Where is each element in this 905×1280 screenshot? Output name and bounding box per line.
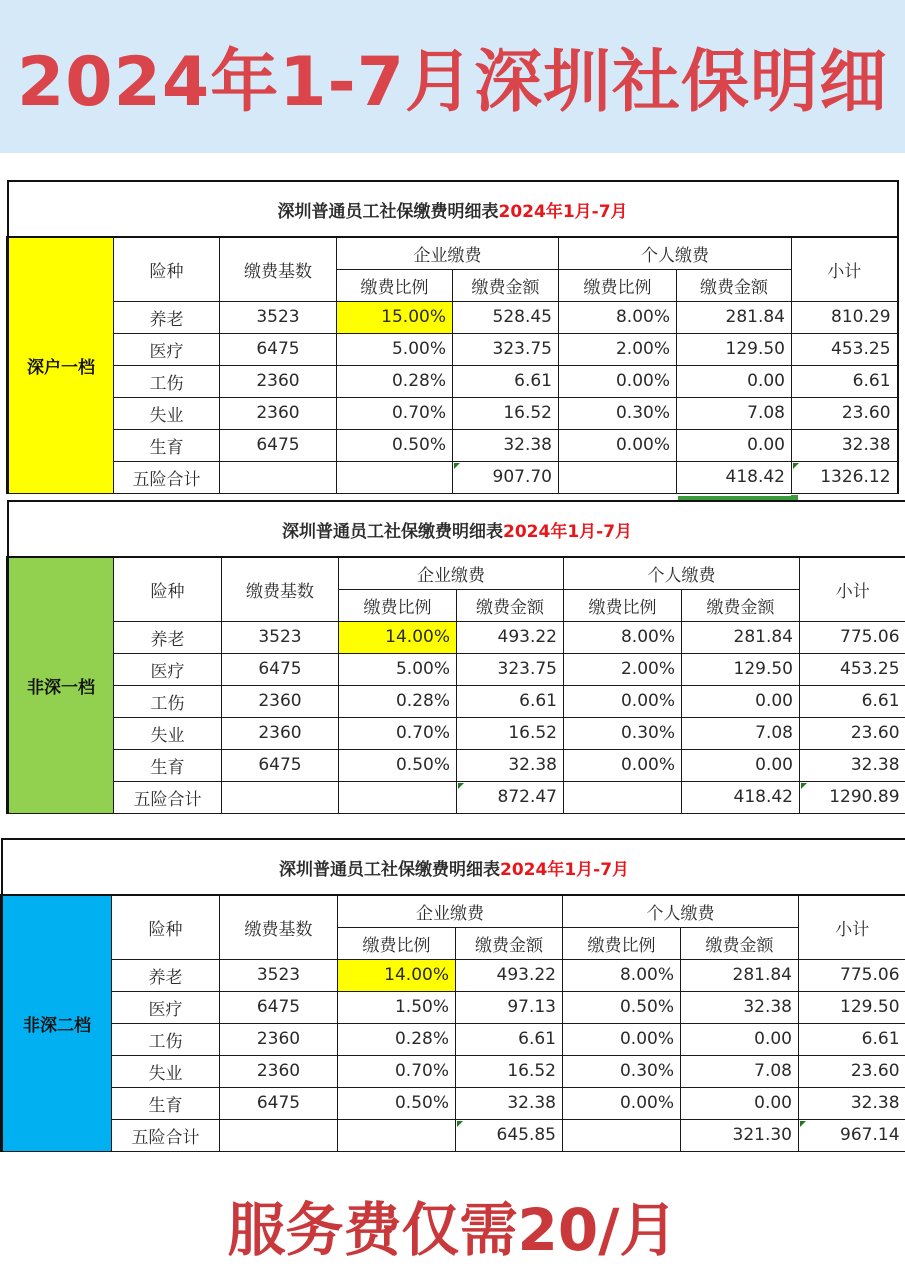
cell-company-rate[interactable]: 0.70% [338, 1055, 456, 1087]
category-label: 非深一档 [8, 557, 114, 813]
cell-subtotal[interactable]: 32.38 [799, 1087, 905, 1119]
header-personal-rate: 缴费比例 [559, 269, 677, 301]
cell-company-rate[interactable]: 14.00% [338, 959, 456, 991]
cell-company-rate[interactable]: 0.28% [337, 365, 453, 397]
total-subtotal[interactable]: 1290.89 [800, 781, 905, 813]
cell-company-rate[interactable]: 14.00% [339, 621, 457, 653]
table-title-text: 深圳普通员工社保缴费明细表 [279, 859, 500, 880]
table-row [2, 959, 905, 991]
cell-personal-amount[interactable]: 0.00 [682, 685, 800, 717]
cell-company-amount[interactable]: 16.52 [453, 397, 559, 429]
table-title-text: 深圳普通员工社保缴费明细表 [282, 521, 503, 542]
cell-company-rate[interactable]: 0.50% [339, 749, 457, 781]
cell-type[interactable]: 失业 [114, 717, 222, 749]
cell-empty[interactable] [559, 461, 677, 493]
cell-company-amount[interactable]: 32.38 [453, 429, 559, 461]
cell-base[interactable]: 2360 [222, 685, 339, 717]
header-subtotal: 小计 [800, 557, 905, 621]
table-row [8, 333, 898, 365]
cell-empty[interactable] [337, 461, 453, 493]
cell-type[interactable]: 工伤 [114, 685, 222, 717]
table-row [2, 1055, 905, 1087]
header-company-amount: 缴费金额 [457, 589, 564, 621]
table-row [8, 717, 905, 749]
cell-base[interactable]: 6475 [220, 429, 337, 461]
header-personal-amount: 缴费金额 [682, 589, 800, 621]
cell-personal-rate[interactable]: 0.30% [563, 1055, 681, 1087]
cell-base[interactable]: 2360 [220, 397, 337, 429]
total-label[interactable]: 五险合计 [112, 1119, 220, 1151]
cell-base[interactable]: 2360 [220, 365, 337, 397]
cell-company-amount[interactable]: 323.75 [453, 333, 559, 365]
cell-company-amount[interactable]: 16.52 [457, 717, 564, 749]
cell-personal-amount[interactable]: 281.84 [677, 301, 792, 333]
table-title-period: 2024年1月-7月 [498, 201, 628, 222]
cell-personal-amount[interactable]: 0.00 [677, 429, 792, 461]
cell-personal-rate[interactable]: 0.00% [559, 365, 677, 397]
cell-base[interactable]: 6475 [220, 991, 338, 1023]
header-company: 企业缴费 [337, 237, 559, 269]
cell-personal-rate[interactable]: 0.00% [564, 749, 682, 781]
cell-base[interactable]: 6475 [220, 1087, 338, 1119]
cell-subtotal[interactable]: 32.38 [792, 429, 898, 461]
cell-subtotal[interactable]: 6.61 [800, 685, 905, 717]
header-personal-amount: 缴费金额 [677, 269, 792, 301]
cell-personal-rate[interactable]: 0.50% [563, 991, 681, 1023]
header-personal: 个人缴费 [563, 895, 799, 927]
cell-personal-amount[interactable]: 0.00 [681, 1023, 799, 1055]
cell-personal-rate[interactable]: 0.00% [559, 429, 677, 461]
header-company-amount: 缴费金额 [453, 269, 559, 301]
cell-base[interactable]: 6475 [220, 333, 337, 365]
header-company: 企业缴费 [339, 557, 564, 589]
table-row [8, 365, 898, 397]
total-company-amount[interactable]: 872.47 [457, 781, 564, 813]
header-subtotal: 小计 [799, 895, 905, 959]
table-row [8, 301, 898, 333]
cell-personal-rate[interactable]: 0.00% [563, 1087, 681, 1119]
cell-subtotal[interactable]: 775.06 [799, 959, 905, 991]
cell-type[interactable]: 养老 [114, 621, 222, 653]
cell-company-rate[interactable]: 15.00% [337, 301, 453, 333]
cell-type[interactable]: 失业 [112, 1055, 220, 1087]
cell-empty[interactable] [339, 781, 457, 813]
total-row [2, 1119, 905, 1151]
table-tier-2 [6, 500, 905, 814]
cell-empty[interactable] [222, 781, 339, 813]
table-row [2, 991, 905, 1023]
cell-type[interactable]: 失业 [114, 397, 220, 429]
total-label[interactable]: 五险合计 [114, 781, 222, 813]
cell-personal-rate[interactable]: 2.00% [559, 333, 677, 365]
table-title-period: 2024年1月-7月 [500, 859, 630, 880]
cell-base[interactable]: 6475 [222, 749, 339, 781]
cell-company-rate[interactable]: 0.28% [339, 685, 457, 717]
header-personal: 个人缴费 [559, 237, 792, 269]
cell-company-rate[interactable]: 5.00% [337, 333, 453, 365]
header-company: 企业缴费 [338, 895, 563, 927]
cell-personal-rate[interactable]: 0.00% [564, 685, 682, 717]
table-row [8, 749, 905, 781]
header-insurance-type: 险种 [114, 557, 222, 621]
cell-company-rate[interactable]: 5.00% [339, 653, 457, 685]
header-insurance-type: 险种 [112, 895, 220, 959]
cell-subtotal[interactable]: 6.61 [799, 1023, 905, 1055]
total-subtotal[interactable]: 1326.12 [792, 461, 898, 493]
cell-company-amount[interactable]: 493.22 [456, 959, 563, 991]
cell-subtotal[interactable]: 23.60 [800, 717, 905, 749]
cell-company-rate[interactable]: 0.50% [337, 429, 453, 461]
cell-personal-amount[interactable]: 7.08 [677, 397, 792, 429]
cell-personal-rate[interactable]: 8.00% [564, 621, 682, 653]
table-row [8, 653, 905, 685]
footer-banner [0, 1170, 905, 1280]
category-label: 深户一档 [8, 237, 114, 493]
header-personal: 个人缴费 [564, 557, 800, 589]
cell-company-rate[interactable]: 1.50% [338, 991, 456, 1023]
table-title [8, 501, 905, 557]
table-row [8, 685, 905, 717]
total-subtotal[interactable]: 967.14 [799, 1119, 905, 1151]
cell-company-amount[interactable]: 16.52 [456, 1055, 563, 1087]
header-base: 缴费基数 [222, 557, 339, 621]
table-tier-1 [6, 180, 896, 494]
table-row [2, 1087, 905, 1119]
cell-personal-rate[interactable]: 8.00% [563, 959, 681, 991]
table-row [8, 429, 898, 461]
table-row [8, 621, 905, 653]
header-insurance-type: 险种 [114, 237, 220, 301]
cell-empty[interactable] [220, 461, 337, 493]
total-company-amount[interactable]: 907.70 [453, 461, 559, 493]
total-personal-amount[interactable]: 321.30 [681, 1119, 799, 1151]
category-label: 非深二档 [2, 895, 112, 1151]
header-banner [0, 0, 905, 153]
cell-personal-rate[interactable]: 0.00% [563, 1023, 681, 1055]
cell-empty[interactable] [563, 1119, 681, 1151]
cell-personal-amount[interactable]: 0.00 [682, 749, 800, 781]
cell-company-amount[interactable]: 6.61 [456, 1023, 563, 1055]
header-base: 缴费基数 [220, 237, 337, 301]
cell-company-amount[interactable]: 493.22 [457, 621, 564, 653]
total-row [8, 461, 898, 493]
cell-company-rate[interactable]: 0.70% [337, 397, 453, 429]
cell-subtotal[interactable]: 23.60 [792, 397, 898, 429]
header-subtotal: 小计 [792, 237, 898, 301]
cell-personal-amount[interactable]: 0.00 [681, 1087, 799, 1119]
cell-type[interactable]: 生育 [112, 1087, 220, 1119]
cell-subtotal[interactable]: 453.25 [800, 653, 905, 685]
table-title-text: 深圳普通员工社保缴费明细表 [277, 201, 499, 222]
cell-type[interactable]: 生育 [114, 429, 220, 461]
header-personal-rate: 缴费比例 [564, 589, 682, 621]
total-personal-amount[interactable]: 418.42 [677, 461, 792, 493]
table-title [2, 839, 905, 895]
cell-personal-amount[interactable]: 129.50 [677, 333, 792, 365]
table-tier-3 [0, 838, 905, 1152]
cell-personal-amount[interactable]: 0.00 [677, 365, 792, 397]
cell-personal-rate[interactable]: 2.00% [564, 653, 682, 685]
banner-title: 2024年1-7月深圳社保明细 [16, 43, 889, 122]
cell-company-rate[interactable]: 0.70% [339, 717, 457, 749]
cell-empty[interactable] [220, 1119, 338, 1151]
cell-personal-amount[interactable]: 32.38 [681, 991, 799, 1023]
cell-company-rate[interactable]: 0.50% [338, 1087, 456, 1119]
header-company-rate: 缴费比例 [338, 927, 456, 959]
cell-subtotal[interactable]: 453.25 [792, 333, 898, 365]
cell-subtotal[interactable]: 6.61 [792, 365, 898, 397]
cell-personal-amount[interactable]: 7.08 [682, 717, 800, 749]
cell-company-amount[interactable]: 32.38 [457, 749, 564, 781]
total-label[interactable]: 五险合计 [114, 461, 220, 493]
cell-company-amount[interactable]: 323.75 [457, 653, 564, 685]
cell-subtotal[interactable]: 775.06 [800, 621, 905, 653]
cell-personal-rate[interactable]: 0.30% [564, 717, 682, 749]
cell-base[interactable]: 3523 [220, 301, 337, 333]
total-company-amount[interactable]: 645.85 [456, 1119, 563, 1151]
cell-personal-amount[interactable]: 129.50 [682, 653, 800, 685]
cell-company-amount[interactable]: 6.61 [457, 685, 564, 717]
cell-base[interactable]: 2360 [222, 717, 339, 749]
cell-company-rate[interactable]: 0.28% [338, 1023, 456, 1055]
cell-type[interactable]: 医疗 [112, 991, 220, 1023]
cell-subtotal[interactable]: 23.60 [799, 1055, 905, 1087]
cell-empty[interactable] [338, 1119, 456, 1151]
cell-type[interactable]: 工伤 [114, 365, 220, 397]
cell-type[interactable]: 生育 [114, 749, 222, 781]
cell-subtotal[interactable]: 129.50 [799, 991, 905, 1023]
cell-type[interactable]: 医疗 [114, 653, 222, 685]
cell-company-amount[interactable]: 97.13 [456, 991, 563, 1023]
table-row [8, 397, 898, 429]
cell-subtotal[interactable]: 810.29 [792, 301, 898, 333]
header-base: 缴费基数 [220, 895, 338, 959]
cell-type[interactable]: 工伤 [112, 1023, 220, 1055]
table-row [2, 1023, 905, 1055]
header-personal-rate: 缴费比例 [563, 927, 681, 959]
cell-base[interactable]: 3523 [220, 959, 338, 991]
cell-personal-rate[interactable]: 0.30% [559, 397, 677, 429]
cell-base[interactable]: 6475 [222, 653, 339, 685]
cell-personal-amount[interactable]: 281.84 [681, 959, 799, 991]
cell-base[interactable]: 3523 [222, 621, 339, 653]
cell-base[interactable]: 2360 [220, 1055, 338, 1087]
cell-company-amount[interactable]: 528.45 [453, 301, 559, 333]
header-personal-amount: 缴费金额 [681, 927, 799, 959]
cell-personal-amount[interactable]: 7.08 [681, 1055, 799, 1087]
service-fee-text: 服务费仅需20/月 [227, 1196, 678, 1264]
table-title [8, 181, 898, 237]
total-row [8, 781, 905, 813]
cell-company-amount[interactable]: 32.38 [456, 1087, 563, 1119]
cell-type[interactable]: 养老 [114, 301, 220, 333]
header-company-rate: 缴费比例 [337, 269, 453, 301]
cell-personal-rate[interactable]: 8.00% [559, 301, 677, 333]
cell-company-amount[interactable]: 6.61 [453, 365, 559, 397]
header-company-rate: 缴费比例 [339, 589, 457, 621]
header-company-amount: 缴费金额 [456, 927, 563, 959]
cell-personal-amount[interactable]: 281.84 [682, 621, 800, 653]
cell-type[interactable]: 养老 [112, 959, 220, 991]
cell-type[interactable]: 医疗 [114, 333, 220, 365]
cell-base[interactable]: 2360 [220, 1023, 338, 1055]
cell-subtotal[interactable]: 32.38 [800, 749, 905, 781]
table-title-period: 2024年1月-7月 [503, 521, 633, 542]
total-personal-amount[interactable]: 418.42 [682, 781, 800, 813]
cell-empty[interactable] [564, 781, 682, 813]
